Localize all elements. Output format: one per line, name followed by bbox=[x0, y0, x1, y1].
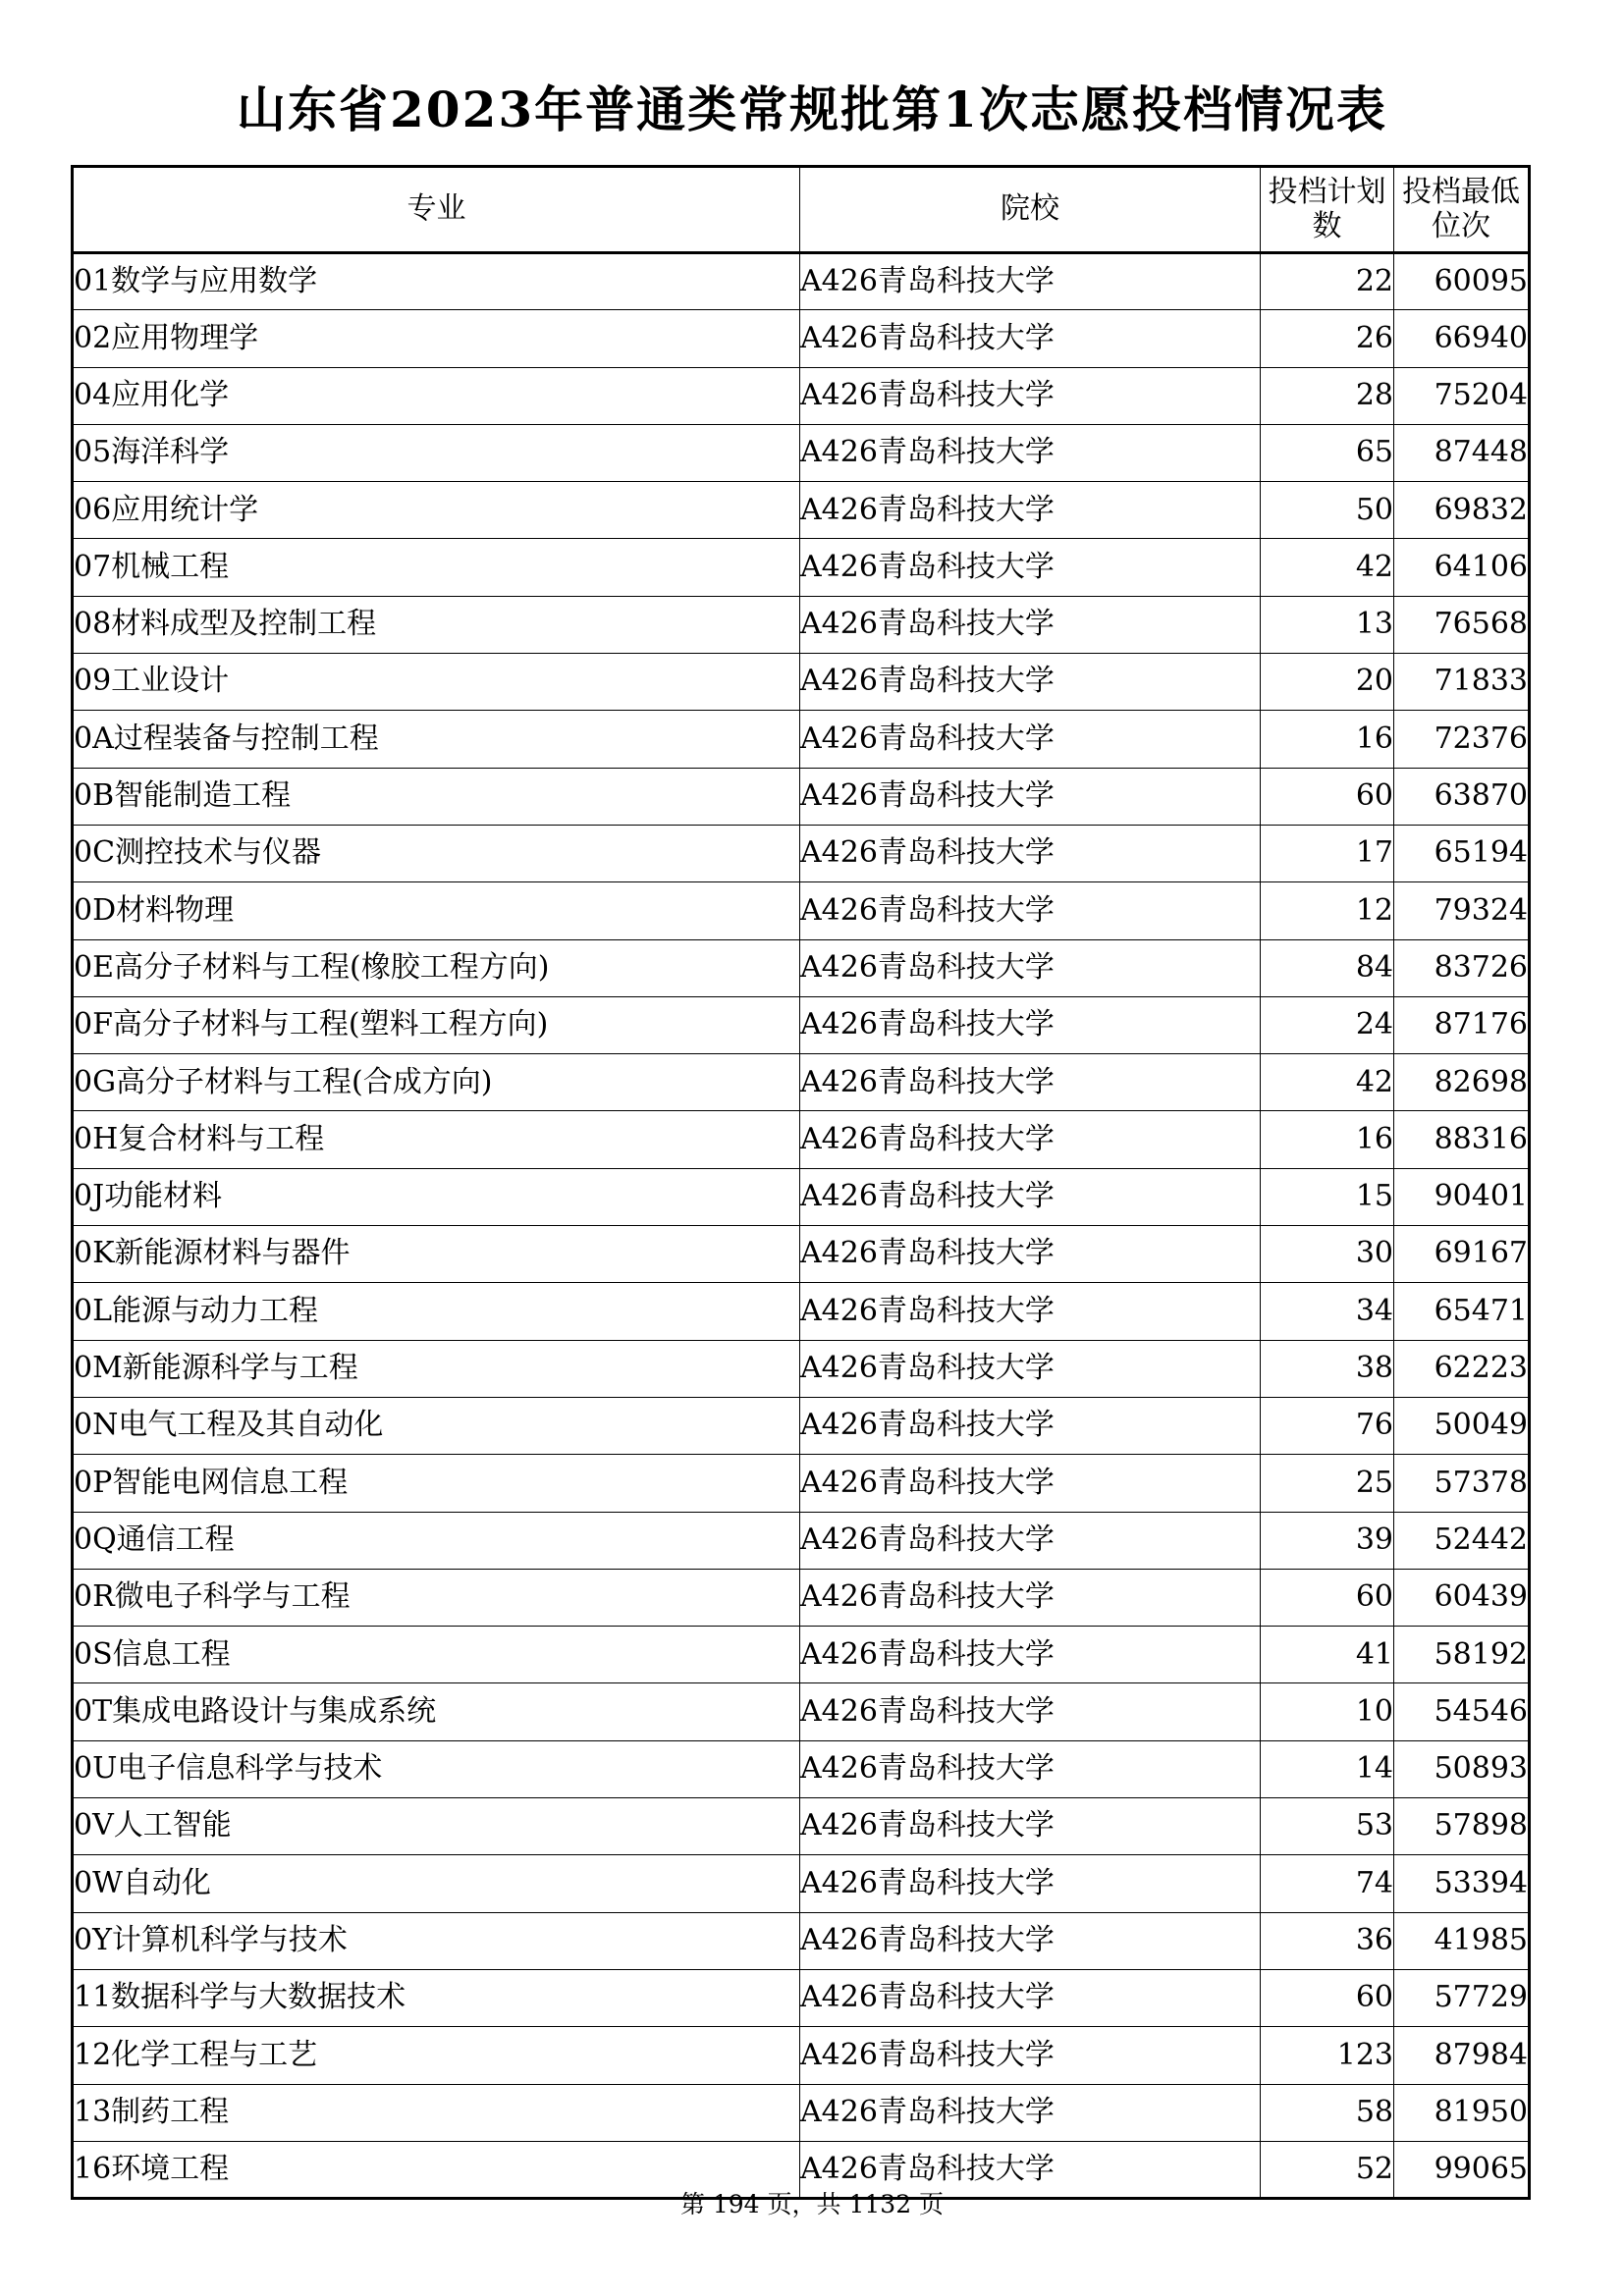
major-cell: 0C测控技术与仪器 bbox=[73, 825, 800, 881]
school-cell: A426青岛科技大学 bbox=[800, 1283, 1261, 1340]
school-cell: A426青岛科技大学 bbox=[800, 2084, 1261, 2141]
major-cell: 08材料成型及控制工程 bbox=[73, 596, 800, 653]
major-cell: 0V人工智能 bbox=[73, 1798, 800, 1855]
header-major: 专业 bbox=[73, 167, 800, 253]
school-cell: A426青岛科技大学 bbox=[800, 2141, 1261, 2198]
plan-cell: 65 bbox=[1261, 424, 1394, 481]
school-cell: A426青岛科技大学 bbox=[800, 1569, 1261, 1626]
school-cell: A426青岛科技大学 bbox=[800, 768, 1261, 825]
rank-cell: 83726 bbox=[1394, 939, 1530, 996]
rank-cell: 50893 bbox=[1394, 1740, 1530, 1797]
plan-cell: 39 bbox=[1261, 1512, 1394, 1569]
major-cell: 06应用统计学 bbox=[73, 482, 800, 539]
plan-cell: 41 bbox=[1261, 1627, 1394, 1683]
rank-cell: 53394 bbox=[1394, 1855, 1530, 1912]
major-cell: 0H复合材料与工程 bbox=[73, 1111, 800, 1168]
plan-cell: 74 bbox=[1261, 1855, 1394, 1912]
plan-cell: 24 bbox=[1261, 996, 1394, 1053]
table-row bbox=[73, 825, 1530, 881]
rank-cell: 88316 bbox=[1394, 1111, 1530, 1168]
school-cell: A426青岛科技大学 bbox=[800, 539, 1261, 596]
plan-cell: 52 bbox=[1261, 2141, 1394, 2198]
school-cell: A426青岛科技大学 bbox=[800, 1340, 1261, 1397]
rank-cell: 72376 bbox=[1394, 711, 1530, 768]
school-cell: A426青岛科技大学 bbox=[800, 1969, 1261, 2026]
table-row bbox=[73, 539, 1530, 596]
school-cell: A426青岛科技大学 bbox=[800, 596, 1261, 653]
table-header-row bbox=[73, 167, 1530, 253]
table-row bbox=[73, 1455, 1530, 1512]
school-cell: A426青岛科技大学 bbox=[800, 1455, 1261, 1512]
major-cell: 0B智能制造工程 bbox=[73, 768, 800, 825]
table-row bbox=[73, 1627, 1530, 1683]
table-row bbox=[73, 1111, 1530, 1168]
plan-cell: 17 bbox=[1261, 825, 1394, 881]
table-row bbox=[73, 1740, 1530, 1797]
plan-cell: 34 bbox=[1261, 1283, 1394, 1340]
rank-cell: 65194 bbox=[1394, 825, 1530, 881]
table-row bbox=[73, 2027, 1530, 2084]
school-cell: A426青岛科技大学 bbox=[800, 1226, 1261, 1283]
plan-cell: 12 bbox=[1261, 882, 1394, 939]
plan-cell: 76 bbox=[1261, 1397, 1394, 1454]
table-row bbox=[73, 253, 1530, 310]
rank-cell: 75204 bbox=[1394, 367, 1530, 424]
table-row bbox=[73, 1569, 1530, 1626]
major-cell: 0F高分子材料与工程(塑料工程方向) bbox=[73, 996, 800, 1053]
rank-cell: 57729 bbox=[1394, 1969, 1530, 2026]
rank-cell: 87448 bbox=[1394, 424, 1530, 481]
major-cell: 09工业设计 bbox=[73, 654, 800, 711]
rank-cell: 60439 bbox=[1394, 1569, 1530, 1626]
table-row bbox=[73, 1855, 1530, 1912]
school-cell: A426青岛科技大学 bbox=[800, 482, 1261, 539]
table-row bbox=[73, 482, 1530, 539]
school-cell: A426青岛科技大学 bbox=[800, 939, 1261, 996]
major-cell: 01数学与应用数学 bbox=[73, 253, 800, 310]
plan-cell: 38 bbox=[1261, 1340, 1394, 1397]
major-cell: 0D材料物理 bbox=[73, 882, 800, 939]
table-row bbox=[73, 2084, 1530, 2141]
major-cell: 11数据科学与大数据技术 bbox=[73, 1969, 800, 2026]
major-cell: 0A过程装备与控制工程 bbox=[73, 711, 800, 768]
school-cell: A426青岛科技大学 bbox=[800, 1740, 1261, 1797]
table-row bbox=[73, 1283, 1530, 1340]
rank-cell: 65471 bbox=[1394, 1283, 1530, 1340]
rank-cell: 62223 bbox=[1394, 1340, 1530, 1397]
plan-cell: 53 bbox=[1261, 1798, 1394, 1855]
rank-cell: 79324 bbox=[1394, 882, 1530, 939]
plan-cell: 20 bbox=[1261, 654, 1394, 711]
major-cell: 0R微电子科学与工程 bbox=[73, 1569, 800, 1626]
plan-cell: 15 bbox=[1261, 1168, 1394, 1225]
major-cell: 0J功能材料 bbox=[73, 1168, 800, 1225]
admission-table bbox=[71, 165, 1531, 2200]
major-cell: 0K新能源材料与器件 bbox=[73, 1226, 800, 1283]
plan-cell: 14 bbox=[1261, 1740, 1394, 1797]
major-cell: 0W自动化 bbox=[73, 1855, 800, 1912]
rank-cell: 57378 bbox=[1394, 1455, 1530, 1512]
plan-cell: 25 bbox=[1261, 1455, 1394, 1512]
school-cell: A426青岛科技大学 bbox=[800, 1855, 1261, 1912]
major-cell: 0P智能电网信息工程 bbox=[73, 1455, 800, 1512]
school-cell: A426青岛科技大学 bbox=[800, 1397, 1261, 1454]
school-cell: A426青岛科技大学 bbox=[800, 1111, 1261, 1168]
table-row bbox=[73, 1912, 1530, 1969]
table-row bbox=[73, 1683, 1530, 1740]
plan-cell: 22 bbox=[1261, 253, 1394, 310]
plan-cell: 30 bbox=[1261, 1226, 1394, 1283]
table-body bbox=[73, 253, 1530, 2199]
plan-cell: 36 bbox=[1261, 1912, 1394, 1969]
school-cell: A426青岛科技大学 bbox=[800, 2027, 1261, 2084]
major-cell: 02应用物理学 bbox=[73, 310, 800, 367]
rank-cell: 87176 bbox=[1394, 996, 1530, 1053]
major-cell: 04应用化学 bbox=[73, 367, 800, 424]
table-row bbox=[73, 1512, 1530, 1569]
plan-cell: 60 bbox=[1261, 1569, 1394, 1626]
rank-cell: 52442 bbox=[1394, 1512, 1530, 1569]
school-cell: A426青岛科技大学 bbox=[800, 1054, 1261, 1111]
plan-cell: 42 bbox=[1261, 1054, 1394, 1111]
page-title: 山东省2023年普通类常规批第1次志愿投档情况表 bbox=[237, 80, 1387, 138]
major-cell: 12化学工程与工艺 bbox=[73, 2027, 800, 2084]
rank-cell: 63870 bbox=[1394, 768, 1530, 825]
table-row bbox=[73, 654, 1530, 711]
table-row bbox=[73, 711, 1530, 768]
rank-cell: 82698 bbox=[1394, 1054, 1530, 1111]
school-cell: A426青岛科技大学 bbox=[800, 424, 1261, 481]
plan-cell: 60 bbox=[1261, 768, 1394, 825]
table-row bbox=[73, 1798, 1530, 1855]
school-cell: A426青岛科技大学 bbox=[800, 996, 1261, 1053]
rank-cell: 60095 bbox=[1394, 253, 1530, 310]
table-row bbox=[73, 424, 1530, 481]
table-row bbox=[73, 1969, 1530, 2026]
rank-cell: 50049 bbox=[1394, 1397, 1530, 1454]
page-footer: 第 194 页，共 1132 页 bbox=[679, 2190, 945, 2218]
major-cell: 0Y计算机科学与技术 bbox=[73, 1912, 800, 1969]
major-cell: 0U电子信息科学与技术 bbox=[73, 1740, 800, 1797]
rank-cell: 57898 bbox=[1394, 1798, 1530, 1855]
table-row bbox=[73, 596, 1530, 653]
plan-cell: 10 bbox=[1261, 1683, 1394, 1740]
table-row bbox=[73, 310, 1530, 367]
rank-cell: 90401 bbox=[1394, 1168, 1530, 1225]
header-plan: 投档计划数 bbox=[1261, 167, 1394, 253]
table-row bbox=[73, 1397, 1530, 1454]
table-row bbox=[73, 1168, 1530, 1225]
major-cell: 0L能源与动力工程 bbox=[73, 1283, 800, 1340]
header-school: 院校 bbox=[800, 167, 1261, 253]
school-cell: A426青岛科技大学 bbox=[800, 367, 1261, 424]
table-row bbox=[73, 882, 1530, 939]
school-cell: A426青岛科技大学 bbox=[800, 1512, 1261, 1569]
plan-cell: 28 bbox=[1261, 367, 1394, 424]
header-rank: 投档最低位次 bbox=[1394, 167, 1530, 253]
rank-cell: 69832 bbox=[1394, 482, 1530, 539]
table-row bbox=[73, 367, 1530, 424]
school-cell: A426青岛科技大学 bbox=[800, 253, 1261, 310]
plan-cell: 84 bbox=[1261, 939, 1394, 996]
school-cell: A426青岛科技大学 bbox=[800, 882, 1261, 939]
major-cell: 0M新能源科学与工程 bbox=[73, 1340, 800, 1397]
school-cell: A426青岛科技大学 bbox=[800, 1168, 1261, 1225]
rank-cell: 54546 bbox=[1394, 1683, 1530, 1740]
plan-cell: 42 bbox=[1261, 539, 1394, 596]
major-cell: 05海洋科学 bbox=[73, 424, 800, 481]
rank-cell: 66940 bbox=[1394, 310, 1530, 367]
school-cell: A426青岛科技大学 bbox=[800, 711, 1261, 768]
rank-cell: 71833 bbox=[1394, 654, 1530, 711]
plan-cell: 13 bbox=[1261, 596, 1394, 653]
table-row bbox=[73, 939, 1530, 996]
major-cell: 0E高分子材料与工程(橡胶工程方向) bbox=[73, 939, 800, 996]
plan-cell: 26 bbox=[1261, 310, 1394, 367]
rank-cell: 41985 bbox=[1394, 1912, 1530, 1969]
rank-cell: 76568 bbox=[1394, 596, 1530, 653]
school-cell: A426青岛科技大学 bbox=[800, 1683, 1261, 1740]
major-cell: 0Q通信工程 bbox=[73, 1512, 800, 1569]
rank-cell: 87984 bbox=[1394, 2027, 1530, 2084]
school-cell: A426青岛科技大学 bbox=[800, 1912, 1261, 1969]
major-cell: 16环境工程 bbox=[73, 2141, 800, 2198]
table-row bbox=[73, 996, 1530, 1053]
school-cell: A426青岛科技大学 bbox=[800, 654, 1261, 711]
major-cell: 0N电气工程及其自动化 bbox=[73, 1397, 800, 1454]
major-cell: 13制药工程 bbox=[73, 2084, 800, 2141]
table-row bbox=[73, 1226, 1530, 1283]
rank-cell: 58192 bbox=[1394, 1627, 1530, 1683]
school-cell: A426青岛科技大学 bbox=[800, 1798, 1261, 1855]
major-cell: 07机械工程 bbox=[73, 539, 800, 596]
plan-cell: 16 bbox=[1261, 1111, 1394, 1168]
plan-cell: 16 bbox=[1261, 711, 1394, 768]
school-cell: A426青岛科技大学 bbox=[800, 1627, 1261, 1683]
major-cell: 0G高分子材料与工程(合成方向) bbox=[73, 1054, 800, 1111]
major-cell: 0T集成电路设计与集成系统 bbox=[73, 1683, 800, 1740]
school-cell: A426青岛科技大学 bbox=[800, 825, 1261, 881]
table-row bbox=[73, 768, 1530, 825]
plan-cell: 60 bbox=[1261, 1969, 1394, 2026]
rank-cell: 64106 bbox=[1394, 539, 1530, 596]
plan-cell: 58 bbox=[1261, 2084, 1394, 2141]
table-row bbox=[73, 1340, 1530, 1397]
rank-cell: 69167 bbox=[1394, 1226, 1530, 1283]
rank-cell: 81950 bbox=[1394, 2084, 1530, 2141]
table-row bbox=[73, 1054, 1530, 1111]
plan-cell: 123 bbox=[1261, 2027, 1394, 2084]
school-cell: A426青岛科技大学 bbox=[800, 310, 1261, 367]
rank-cell: 99065 bbox=[1394, 2141, 1530, 2198]
major-cell: 0S信息工程 bbox=[73, 1627, 800, 1683]
plan-cell: 50 bbox=[1261, 482, 1394, 539]
